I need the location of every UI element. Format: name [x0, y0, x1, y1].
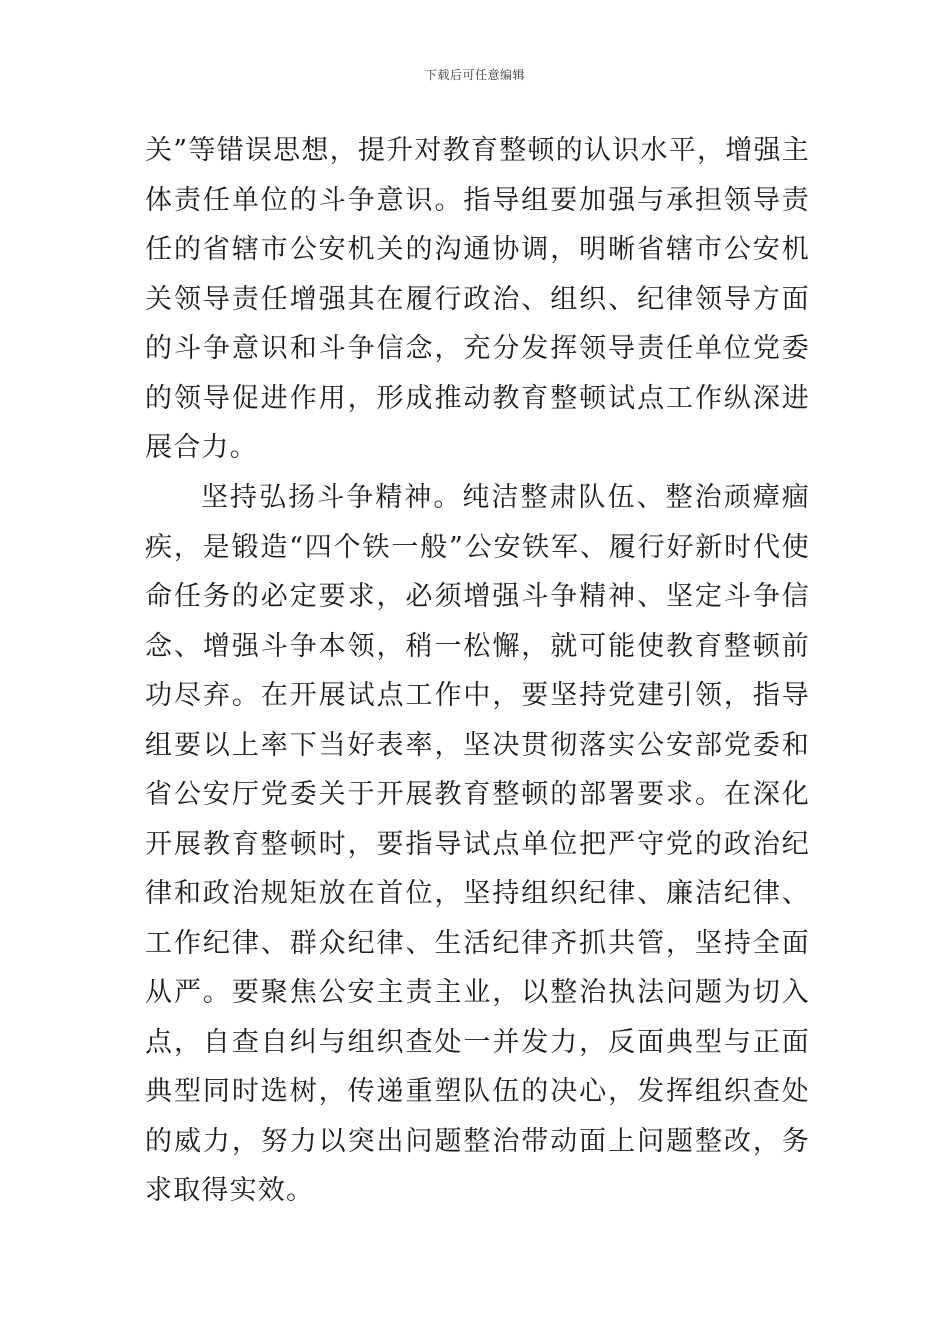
page-header-note: 下载后可任意编辑 [424, 68, 525, 82]
body-paragraph-1: 关”等错误思想，提升对教育整顿的认识水平，增强主体责任单位的斗争意识。指导组要加强与承担领导责任的省辖市公安机关的沟通协调，明晰省辖市公安机关领导责任增强其在履行政治、组织、纪律领导方面的斗争意识和斗争信念，充分发挥领导责任单位党委的领导促进作用，形成推动教育整顿试点工作纵深进展合力。 [145, 135, 810, 463]
body-paragraph-2: 坚持弘扬斗争精神。纯洁整肃队伍、整治顽瘴痼疾，是锻造“四个铁一般”公安铁军、履行好新时代使命任务的必定要求，必须增强斗争精神、坚定斗争信念、增强斗争本领，稍一松懈，就可能使教育整顿前功尽弃。在开展试点工作中，要坚持党建引领，指导组要以上率下当好表率，坚决贯彻落实公安部党委和省公安厅党委关于开展教育整顿的部署要求。在深化开展教育整顿时，要指导试点单位把严守党的政治纪律和政治规矩放在首位，坚持组织纪律、廉洁纪律、工作纪律、群众纪律、生活纪律齐抓共管，坚持全面从严。要聚焦公安主责主业，以整治执法问题为切入点，自查自纠与组织查处一并发力，反面典型与正面典型同时选树，传递重塑队伍的决心，发挥组织查处的威力，努力以突出问题整治带动面上问题整改，务求取得实效。 [145, 482, 810, 1206]
